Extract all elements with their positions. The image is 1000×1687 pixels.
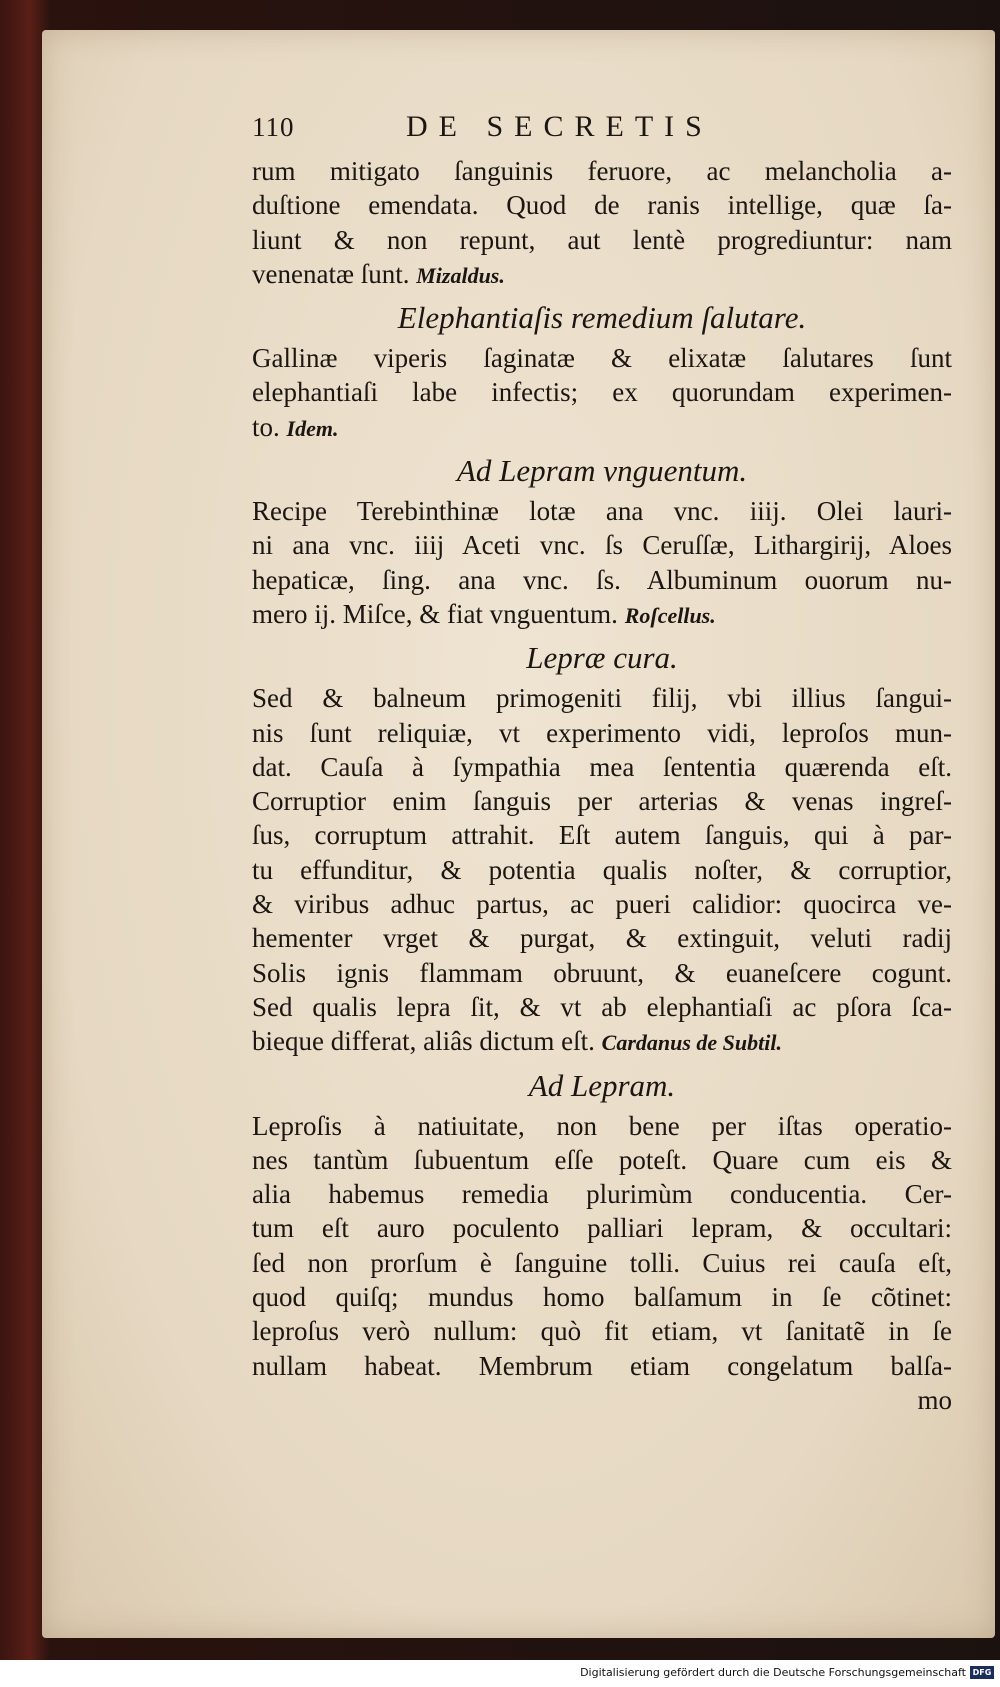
section-heading: Ad Lepram vnguentum. [456,453,748,489]
text-line [252,597,952,633]
text-line: ni ana vnc. iiij Aceti vnc. ſs Ceruſſæ, Lithargirij, Aloes [252,530,952,561]
text-line: liunt & non repunt, aut lentè progrediuntur: nam [252,224,952,255]
text-line: alia habemus remedia plurimùm conducentia. Cer- [252,1179,952,1210]
footer-bar [0,1660,1000,1687]
text-line: ſus, corruptum attrahit. Eſt autem ſanguis, qui à par- [252,820,952,851]
section-heading: Elephantiaſis remedium ſalutare. [397,300,807,336]
source-citation: Idem. [286,415,339,441]
text-line [252,1024,952,1060]
text-fragment: mero ij. Miſce, & fiat vnguentum. [252,598,618,629]
text-line: Solis ignis flammam obruunt, & euaneſcere cogunt. [252,957,952,988]
text-line: leproſus verò nullum: quò fit etiam, vt ſanitatẽ in ſe [252,1316,952,1347]
text-line: & viribus adhuc partus, ac pueri calidior: quocirca ve- [252,889,952,920]
text-line: Leproſis à natiuitate, non bene per iſtas operatio- [252,1110,952,1141]
text-line [252,257,952,293]
running-head: DE SECRETIS [406,110,713,143]
text-line: duſtione emendata. Quod de ranis intellige, quæ ſa- [252,190,952,221]
text-line: Sed qualis lepra ſit, & vt ab elephantiaſi ac pſora ſca- [252,991,952,1022]
text-fragment: to. [252,411,280,442]
catchword: mo [917,1384,952,1415]
text-line: elephantiaſi labe infectis; ex quorundam experimen- [252,377,952,408]
text-line: Gallinæ viperis ſaginatæ & elixatæ ſalutares ſunt [252,343,952,374]
text-fragment: bieque differat, aliâs dictum eſt. [252,1026,595,1057]
text-line: nullam habeat. Membrum etiam congelatum balſa- [252,1350,952,1381]
text-line: hementer vrget & purgat, & extinguit, veluti radij [252,923,952,954]
page-number: 110 [252,112,295,142]
text-line: tu effunditur, & potentia qualis noſter, & corruptior, [252,854,952,885]
text-line: Sed & balneum primogeniti filij, vbi illius ſangui- [252,683,952,714]
footer-credit: Digitalisierung gefördert durch die Deutsche Forschungsgemeinschaft [580,1666,966,1679]
text-line: dat. Cauſa à ſympathia mea ſententia quærenda eſt. [252,751,952,782]
source-citation: Cardanus de Subtil. [601,1030,782,1056]
dfg-logo-icon: DFG [970,1666,994,1679]
text-line [252,410,952,446]
text-body [252,154,952,1417]
text-line: Corruptior enim ſanguis per arterias & venas ingreſ- [252,786,952,817]
text-line: tum eſt auro poculento palliari lepram, & occultari: [252,1213,952,1244]
source-citation: Mizaldus. [416,262,505,288]
text-line: ſed non prorſum è ſanguine tolli. Cuius rei cauſa eſt, [252,1247,952,1278]
text-fragment: venenatæ ſunt. [252,258,410,289]
text-line: rum mitigato ſanguinis feruore, ac melancholia a- [252,156,952,186]
section-heading: Lepræ cura. [526,640,678,676]
text-line: nes tantùm ſubuentum eſſe poteſt. Quare cum eis & [252,1144,952,1175]
page-header [252,110,952,154]
text-line: hepaticæ, ſing. ana vnc. ſs. Albuminum ouorum nu- [252,564,952,595]
text-line: quod quiſq; mundus homo balſamum in ſe cõtinet: [252,1282,952,1313]
source-citation: Roſcellus. [624,602,716,628]
section-heading: Ad Lepram. [528,1067,676,1103]
text-line: Recipe Terebinthinæ lotæ ana vnc. iiij. Olei lauri- [252,496,952,527]
text-line: nis ſunt reliquiæ, vt experimento vidi, leproſos mun- [252,717,952,748]
page-text [252,110,952,1417]
